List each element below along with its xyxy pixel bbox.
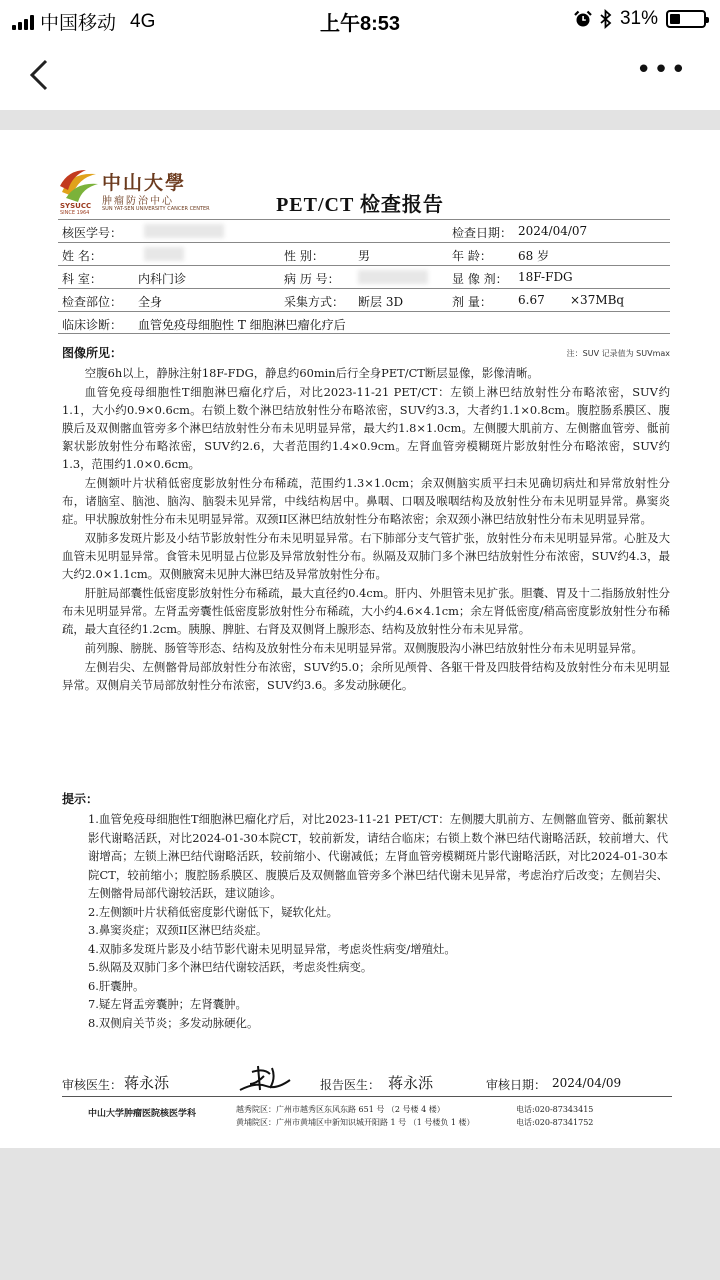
carrier-label: 中国移动 [40, 13, 117, 34]
department: 内科门诊 [138, 272, 187, 286]
label-name: 姓 名： [62, 249, 102, 263]
age: 68 岁 [518, 249, 550, 263]
footer-phone-1: 电话:020-87343415 [516, 1105, 594, 1114]
dose-unit: ×37MBq [570, 293, 625, 307]
tip-item: 2.左侧额叶片状稍低密度影代谢低下，疑软化灶。 [88, 904, 339, 919]
reporter-name: 蒋永泺 [388, 1074, 434, 1092]
footer-address-2: 黄埔院区：广州市黄埔区中新知识城开阳路 1 号 （1 号楼负 1 楼） [236, 1118, 475, 1127]
label-age: 年 龄： [452, 249, 492, 263]
reviewer-name: 蒋永泺 [124, 1074, 170, 1092]
findings-paragraph: 前列腺、膀胱、肠管等形态、结构及放射性分布未见明显异常。双侧腹股沟小淋巴结放射性分布未见明显异常。 [84, 641, 643, 655]
logo-abbr: SYSUCC [60, 202, 92, 210]
redacted-case-no [358, 270, 428, 284]
footer-department: 中山大学肿瘤医院核医学科 [88, 1109, 197, 1119]
findings-paragraph: 空腹6h以上，静脉注射18F-FDG，静息约60min后行全身PET/CT断层显像，影像清晰。 [84, 366, 539, 380]
label-tracer: 显 像 剂： [452, 272, 508, 286]
tip-item: 5.纵隔及双肺门多个淋巴结代谢较活跃，考虑炎性病变。 [88, 960, 373, 974]
info-row [58, 311, 670, 334]
divider [62, 1096, 672, 1097]
review-date-label: 审核日期： [486, 1078, 547, 1092]
dose-value: 6.67 [518, 293, 545, 307]
label-department: 科 室： [62, 272, 102, 286]
label-exam-date: 检查日期： [452, 226, 513, 240]
label-case-no: 病 历 号： [284, 272, 340, 286]
label-acquisition: 采集方式： [284, 295, 345, 309]
findings-body [62, 364, 670, 695]
redacted-name [144, 247, 184, 261]
tip-item: 3.鼻窦炎症；双颈II区淋巴结炎症。 [88, 923, 268, 937]
label-dose: 剂 量： [452, 295, 492, 309]
tracer: 18F-FDG [518, 270, 573, 284]
logo-subtitle: 肿瘤防治中心 [102, 196, 174, 207]
clock: 上午8:53 [319, 13, 401, 35]
document-viewer[interactable] [0, 110, 720, 1280]
footer-address-1: 越秀院区：广州市越秀区东风东路 651 号 （2 号楼 4 楼） [236, 1105, 445, 1114]
battery-percent: 31% [619, 8, 658, 29]
label-diagnosis: 临床诊断： [62, 318, 123, 332]
findings-paragraph: 左侧额叶片状稍低密度影放射性分布稀疏，范围约1.3×1.0cm；余双侧脑实质平扫未见确切病灶和异常放射性分布，诸脑室、脑池、脑沟、脑裂未见异常，中线结构居中。鼻咽、口咽及喉咽结构及放射性分布未见明显异常。鼻窦炎症。甲状腺放射性分布未见明显异常。双颈II区淋巴结放射性分布略浓密；余双颈小淋巴结放射性分布未见明显异常。 [62, 476, 670, 526]
report-page [0, 130, 720, 1148]
tips-list [88, 810, 668, 1032]
findings-paragraph: 肝脏局部囊性低密度影放射性分布稀疏，最大直径约0.4cm。肝内、外胆管未见扩张。胆囊、胃及十二指肠放射性分布未见明显异常。左肾盂旁囊性低密度影放射性分布稀疏，大小约4.6×4.1cm；余左肾低密度/稍高密度影放射性分布稀疏，最大直径约1.2cm。胰腺、脾脏、右肾及双侧肾上腺形态、结构及放射性分布未见异常。 [62, 586, 670, 636]
info-row [58, 242, 670, 265]
bluetooth-icon [600, 9, 612, 29]
label-exam-site: 检查部位： [62, 295, 123, 309]
tip-item: 6.肝囊肿。 [88, 978, 145, 993]
label-sex: 性 别： [284, 249, 324, 263]
chevron-left-icon[interactable] [26, 58, 56, 92]
battery-icon [666, 10, 706, 28]
tip-item: 4.双肺多发斑片影及小结节影代谢未见明显异常，考虑炎性病变/增殖灶。 [88, 941, 456, 956]
redacted-record-no [144, 224, 224, 238]
footer-phone-2: 电话:020-87341752 [516, 1118, 594, 1127]
more-horizontal-icon[interactable]: ••• [635, 55, 688, 85]
diagnosis: 血管免疫母细胞性 T 细胞淋巴瘤化疗后 [138, 318, 346, 332]
findings-paragraph: 血管免疫母细胞性T细胞淋巴瘤化疗后，对比2023-11-21 PET/CT：左锁上淋巴结放射性分布略浓密，SUV约1.1，大小约0.9×0.6cm。右锁上数个淋巴结放射性分布略浓密，SUV约3.3，大者约1.1×0.8cm。腹腔肠系膜区、腹膜后及双侧髂血管旁多个淋巴结放射性分布未见明显异常，最大约1.8×1.0cm。左侧腰大肌前方、左侧髂血管旁、骶前絮状影放射性分布略浓密，SUV约2.6，大者范围约1.4×0.9cm。左肾血管旁模糊斑片影放射性分布略浓密，SUV约1.3，范围约1.0×0.6cm。 [62, 385, 670, 471]
logo-since: SINCE 1964 [60, 210, 90, 216]
info-row [58, 265, 670, 288]
network-label: 4G [130, 10, 156, 32]
patient-info-table [58, 219, 670, 334]
sex: 男 [358, 249, 371, 263]
exam-site: 全身 [138, 295, 163, 309]
acquisition: 断层 3D [358, 295, 404, 309]
nav-bar [0, 38, 720, 110]
info-row [58, 219, 670, 242]
findings-heading: 图像所见： [62, 346, 123, 360]
logo-english: SUN YAT-SEN UNIVERSITY CANCER CENTER [102, 206, 210, 212]
logo-name: 中山大學 [102, 172, 187, 194]
status-right [574, 8, 706, 30]
exam-date: 2024/04/07 [518, 224, 588, 238]
tip-item: 7.疑左肾盂旁囊肿；左肾囊肿。 [88, 997, 247, 1011]
suv-note: 注：SUV 记录值为 SUVmax [566, 349, 670, 358]
tip-item: 8.双侧肩关节炎；多发动脉硬化。 [88, 1015, 259, 1030]
report-title: PET/CT 检查报告 [276, 194, 444, 216]
tip-item: 1.血管免疫母细胞性T细胞淋巴瘤化疗后，对比2023-11-21 PET/CT：左侧腰大肌前方、左侧髂血管旁、骶前絮状影代谢略活跃，对比2024-01-30本院CT，较前新发，请结合临床；右锁上数个淋巴结代谢略活跃，较前增大、代谢增高；左锁上淋巴结代谢略活跃，较前缩小、代谢减低；左肾血管旁模糊斑片影代谢略活跃，对比2024-01-30本院CT，较前缩小；腹腔肠系膜区、腹膜后及双侧髂血管旁多个淋巴结代谢未见异常，考虑治疗后改变；左侧岩尖、左侧髂骨局部代谢较活跃，建议随诊。 [88, 812, 668, 900]
info-row [58, 288, 670, 311]
status-bar [0, 0, 720, 38]
review-date: 2024/04/09 [552, 1076, 622, 1090]
findings-paragraph: 双肺多发斑片影及小结节影放射性分布未见明显异常。右下肺部分支气管扩张，放射性分布未见明显异常。心脏及大血管未见明显异常。食管未见明显占位影及异常放射性分布。纵隔及双肺门多个淋巴结放射性分布浓密，SUV约4.3，最大约2.0×1.1cm。双侧腋窝未见肿大淋巴结及异常放射性分布。 [62, 531, 670, 581]
reporter-label: 报告医生： [320, 1078, 381, 1092]
alarm-icon [574, 10, 592, 28]
tips-heading: 提示： [62, 792, 99, 806]
findings-paragraph: 左侧岩尖、左侧髂骨局部放射性分布浓密，SUV约5.0；余所见颅骨、各躯干骨及四肢骨结构及放射性分布未见明显异常。双侧肩关节局部放射性分布浓密，SUV约3.6。多发动脉硬化。 [62, 660, 670, 692]
signature-row [62, 1070, 672, 1094]
reviewer-label: 审核医生： [62, 1078, 123, 1092]
label-record-no: 核医学号： [62, 226, 123, 240]
